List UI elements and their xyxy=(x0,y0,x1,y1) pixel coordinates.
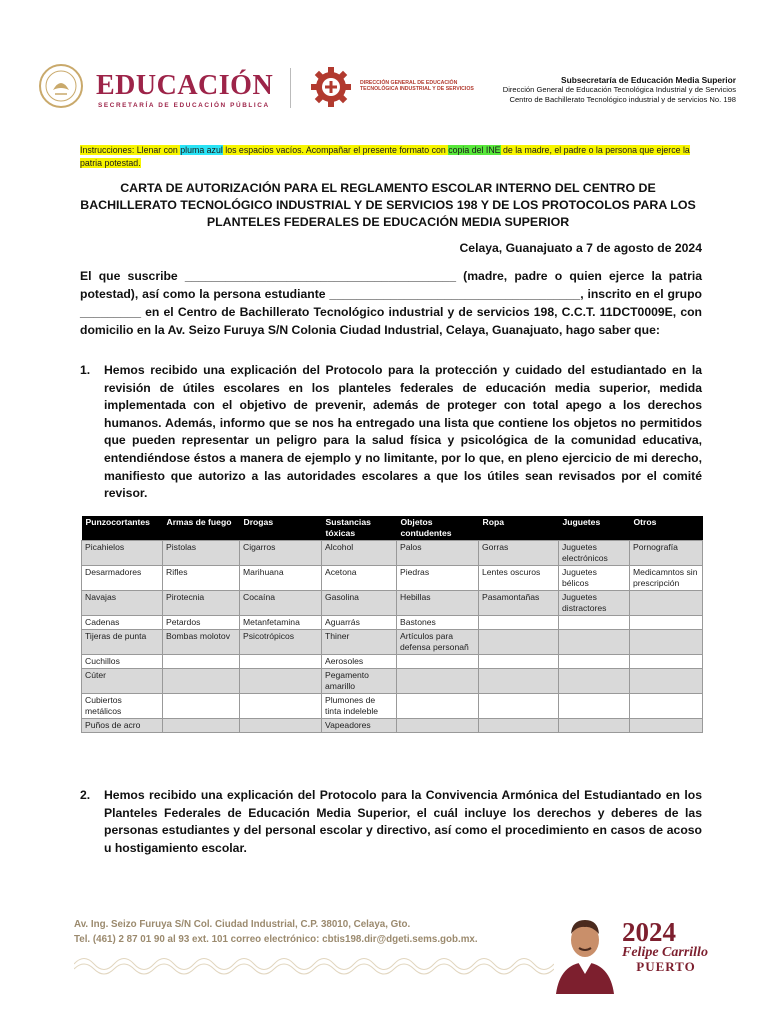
table-row xyxy=(82,694,703,719)
table-cell xyxy=(630,655,703,669)
anniversary-logo xyxy=(622,918,710,974)
column-header: Punzocortantes xyxy=(82,516,163,541)
table-cell xyxy=(630,630,703,655)
footer-address xyxy=(74,918,478,947)
table-cell: Aerosoles xyxy=(322,655,397,669)
table-cell: Thiner xyxy=(322,630,397,655)
table-cell: Juguetes electrónicos xyxy=(559,541,630,566)
table-cell: Vapeadores xyxy=(322,719,397,733)
numbered-item-1 xyxy=(80,362,702,503)
table-row xyxy=(82,566,703,591)
table-cell xyxy=(397,655,479,669)
instructions-ine: copia del INE xyxy=(448,145,501,155)
table-cell xyxy=(240,655,322,669)
anniversary-year: 2024 xyxy=(622,917,676,947)
instructions-part1: Instrucciones: Llenar con xyxy=(80,145,181,155)
table-cell: Marihuana xyxy=(240,566,322,591)
institution-info xyxy=(503,76,736,104)
table-cell: Rifles xyxy=(163,566,240,591)
table-cell xyxy=(397,694,479,719)
table-cell xyxy=(240,669,322,694)
instructions-pen-color: pluma azul xyxy=(180,145,223,155)
sep-logo xyxy=(36,62,286,110)
instructions xyxy=(80,144,690,169)
table-cell: Pirotecnia xyxy=(163,591,240,616)
table-cell: Hebillas xyxy=(397,591,479,616)
table-body xyxy=(82,541,703,733)
item-number: 2. xyxy=(80,788,91,802)
table-cell xyxy=(479,655,559,669)
centro-line: Centro de Bachillerato Tecnológico industrial y de servicios No. 198 xyxy=(509,94,736,104)
table-cell: Pasamontañas xyxy=(479,591,559,616)
column-header: Juguetes xyxy=(559,516,630,541)
table-cell xyxy=(479,630,559,655)
table-cell xyxy=(479,669,559,694)
table-cell: Bombas molotov xyxy=(163,630,240,655)
dgeti-gear-icon xyxy=(310,66,352,108)
table-cell xyxy=(630,591,703,616)
table-cell xyxy=(559,694,630,719)
prohibited-objects-table xyxy=(81,516,703,733)
table-row xyxy=(82,541,703,566)
table-cell: Juguetes bélicos xyxy=(559,566,630,591)
table-cell xyxy=(163,655,240,669)
table-cell xyxy=(479,616,559,630)
item-number: 1. xyxy=(80,363,91,377)
instructions-part3: los espacios vacíos. Acompañar el presente formato con xyxy=(222,145,449,155)
table-cell: Piedras xyxy=(397,566,479,591)
table-cell: Tijeras de punta xyxy=(82,630,163,655)
date-line: Celaya, Guanajuato a 7 de agosto de 2024 xyxy=(459,241,702,255)
table-header-row xyxy=(82,516,703,541)
table-cell xyxy=(630,694,703,719)
table-cell: Pornografía xyxy=(630,541,703,566)
table-cell: Navajas xyxy=(82,591,163,616)
table-cell xyxy=(163,694,240,719)
portrait-illustration-icon xyxy=(552,910,618,994)
header-divider xyxy=(290,68,291,108)
anniversary-name: Felipe Carrillo xyxy=(622,945,708,960)
table-cell: Gorras xyxy=(479,541,559,566)
table-cell xyxy=(559,655,630,669)
item-text: Hemos recibido una explicación del Protocolo para la Convivencia Armónica del Estudiantado en los Planteles Federales de Educación Media Superior, el cuál incluye los derechos y deberes de las personas estudiantes y del personal escolar y directivo, así como el procedimiento en casos de acoso u hostigamiento escolar. xyxy=(104,788,702,855)
table-cell xyxy=(397,669,479,694)
brand-wordmark: EDUCACIÓN xyxy=(96,70,274,101)
letterhead xyxy=(36,56,736,116)
column-header: Armas de fuego xyxy=(163,516,240,541)
table-cell: Lentes oscuros xyxy=(479,566,559,591)
table-cell: Pistolas xyxy=(163,541,240,566)
table-row xyxy=(82,669,703,694)
table-cell xyxy=(240,694,322,719)
item-text: Hemos recibido una explicación del Protocolo para la protección y cuidado del estudiantado en la revisión de útiles escolares en los planteles federales de educación media superior, medida implementada con el objetivo de prevenir, además de proteger con total apego a los derechos humanos. Además, informo que se nos ha entregado una lista que contiene los objetos no permitidos que pueden representar un peligro para la salud física y psicológica de la comunidad educativa, entendiéndose éstos a manera de ejemplo y no limitante, por lo que, en pleno ejercicio de mi derecho, manifiesto que autorizo a las autoridades escolares a que los útiles sean revisados por el comité revisor. xyxy=(104,363,702,501)
table-cell xyxy=(559,616,630,630)
table-cell: Aguarrás xyxy=(322,616,397,630)
table-cell: Medicamntos sin prescripción xyxy=(630,566,703,591)
column-header: Ropa xyxy=(479,516,559,541)
table-cell xyxy=(240,719,322,733)
decorative-pattern-icon xyxy=(74,953,554,975)
document-title: CARTA DE AUTORIZACIÓN PARA EL REGLAMENTO ESCOLAR INTERNO DEL CENTRO DE BACHILLERATO TECNOLÓGICO INDUSTRIAL Y DE SERVICIOS 198 Y DE LOS PROTOCOLOS PARA LOS PLANTELES FEDERALES DE EDUCACIÓN MEDIA SUPERIOR xyxy=(80,181,696,229)
table-row xyxy=(82,630,703,655)
table-cell: Acetona xyxy=(322,566,397,591)
table-cell: Cubiertos metálicos xyxy=(82,694,163,719)
table-cell: Artículos para defensa personañ xyxy=(397,630,479,655)
table-cell: Cúter xyxy=(82,669,163,694)
table-cell: Pegamento amarillo xyxy=(322,669,397,694)
anniversary-name-2: PUERTO xyxy=(636,959,696,974)
column-header: Drogas xyxy=(240,516,322,541)
direccion-line: Dirección General de Educación Tecnológica Industrial y de Servicios xyxy=(502,85,736,95)
table-cell: Alcohol xyxy=(322,541,397,566)
footer-contact-line: Tel. (461) 2 87 01 90 al 93 ext. 101 correo electrónico: cbtis198.dir@dgeti.sems.gob.mx. xyxy=(74,933,478,945)
table-cell: Cigarros xyxy=(240,541,322,566)
table-cell xyxy=(559,630,630,655)
table-cell xyxy=(630,616,703,630)
table-cell: Palos xyxy=(397,541,479,566)
table-cell: Cocaína xyxy=(240,591,322,616)
intro-paragraph: El que suscribe ________________________________________ (madre, padre o quien ejerce la patria potestad), así como la persona estudiante _____________________________________, inscrito en el grupo _________ en el Centro de Bachillerato Tecnológico industrial y de servicios 198, C.C.T. 11DCT0009E, con domicilio en la Av. Seizo Furuya S/N Colonia Ciudad Industrial, Celaya, Guanajuato, hago saber que: xyxy=(80,269,702,338)
table-cell: Psicotrópicos xyxy=(240,630,322,655)
table-cell xyxy=(479,719,559,733)
table-cell xyxy=(479,694,559,719)
table-cell: Gasolina xyxy=(322,591,397,616)
table-cell: Picahielos xyxy=(82,541,163,566)
instructions-part5: de la madre, el padre o la persona que ejerce la patria potestad. xyxy=(80,145,690,168)
column-header: Sustancias tóxicas xyxy=(322,516,397,541)
table-cell: Desarmadores xyxy=(82,566,163,591)
table-row xyxy=(82,591,703,616)
footer-address-line: Av. Ing. Seizo Furuya S/N Col. Ciudad Industrial, C.P. 38010, Celaya, Gto. xyxy=(74,919,411,930)
column-header: Objetos contudentes xyxy=(397,516,479,541)
column-header: Otros xyxy=(630,516,703,541)
table-cell: Plumones de tinta indeleble xyxy=(322,694,397,719)
numbered-item-2 xyxy=(80,787,702,857)
subsecretaria-line: Subsecretaría de Educación Media Superior xyxy=(561,75,736,85)
table-row xyxy=(82,616,703,630)
table-cell: Petardos xyxy=(163,616,240,630)
table-cell xyxy=(397,719,479,733)
table-row xyxy=(82,719,703,733)
table-cell xyxy=(630,719,703,733)
table-cell xyxy=(630,669,703,694)
table-cell xyxy=(559,719,630,733)
brand-subtitle: SECRETARÍA DE EDUCACIÓN PÚBLICA xyxy=(98,102,270,109)
mexico-seal-icon xyxy=(36,62,86,110)
table-row xyxy=(82,655,703,669)
table-cell xyxy=(163,719,240,733)
table-cell: Puños de acro xyxy=(82,719,163,733)
table-cell xyxy=(163,669,240,694)
dgeti-name: DIRECCIÓN GENERAL DE EDUCACIÓN TECNOLÓGICA INDUSTRIAL Y DE SERVICIOS xyxy=(360,80,474,93)
table-cell xyxy=(559,669,630,694)
table-cell: Juguetes distractores xyxy=(559,591,630,616)
table-cell: Cuchillos xyxy=(82,655,163,669)
table-cell: Bastones xyxy=(397,616,479,630)
table-cell: Metanfetamina xyxy=(240,616,322,630)
table-cell: Cadenas xyxy=(82,616,163,630)
